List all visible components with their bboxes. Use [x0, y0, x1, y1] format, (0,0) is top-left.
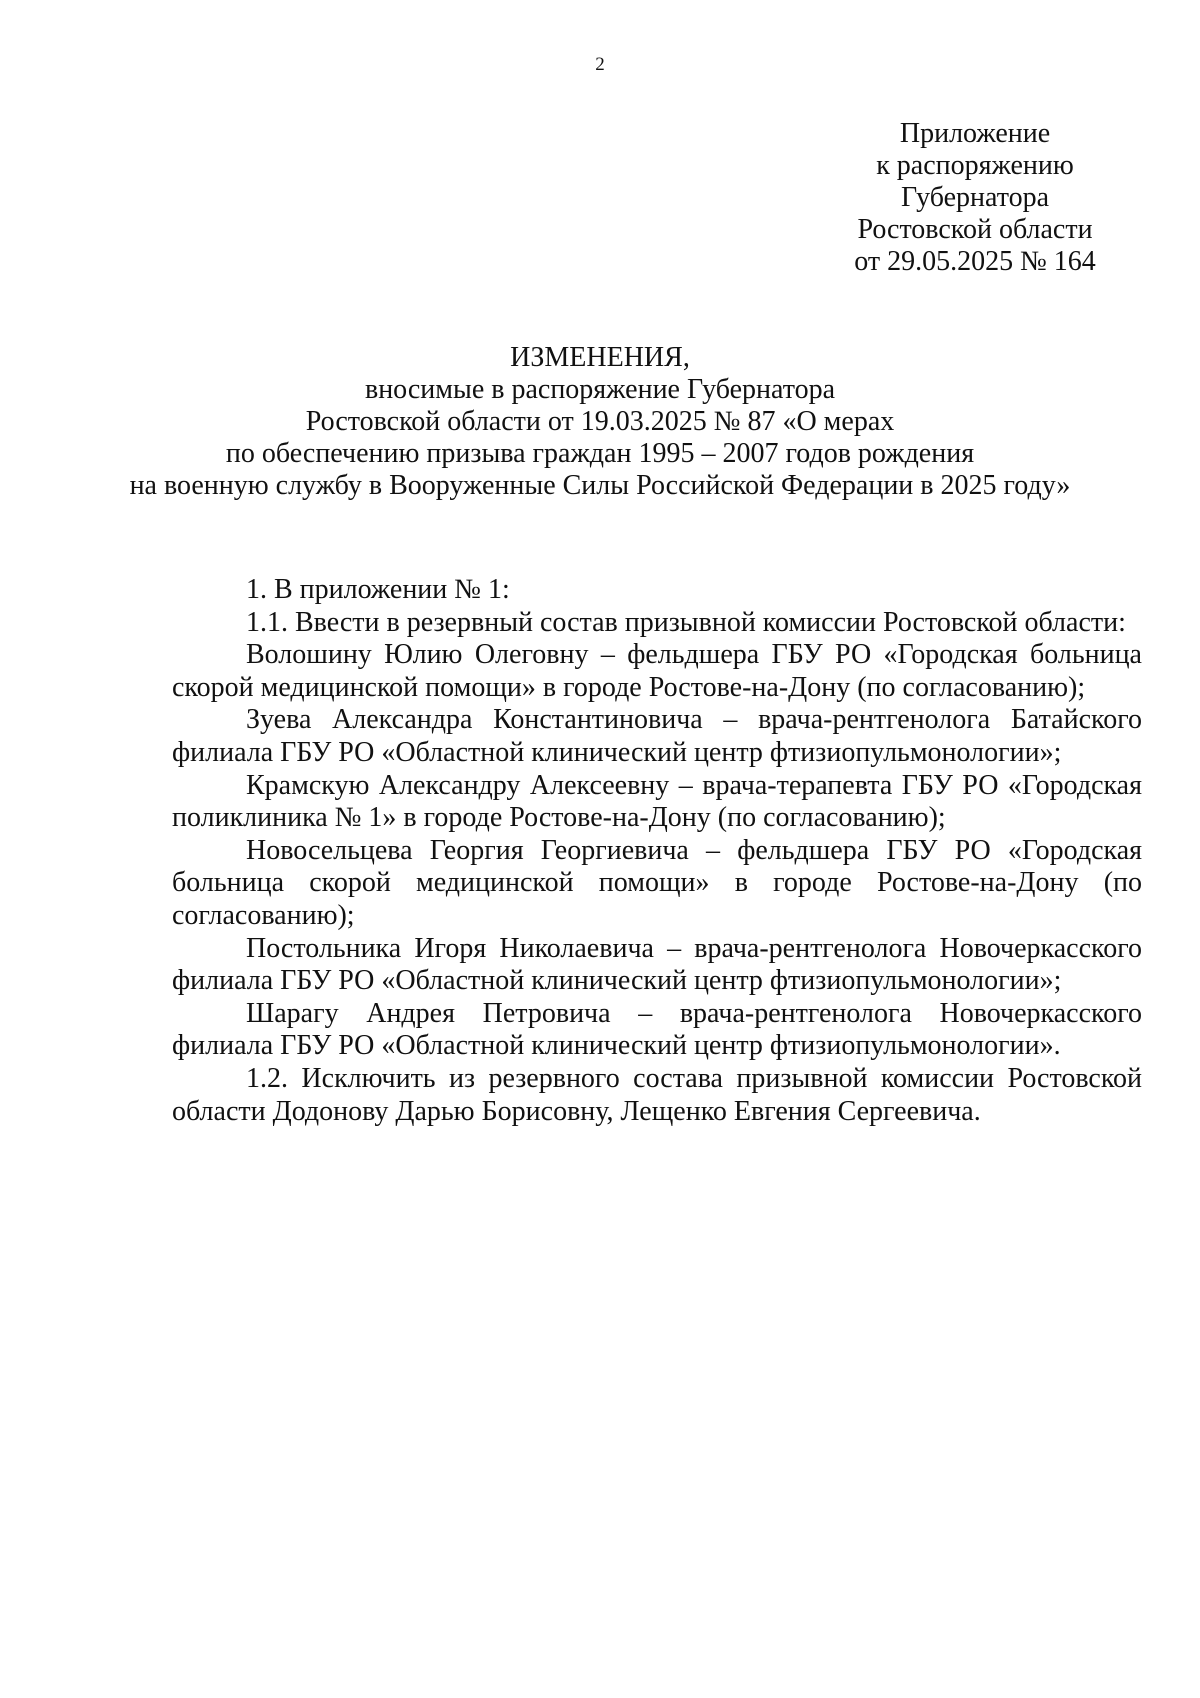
annex-line: от 29.05.2025 № 164	[854, 246, 1096, 277]
document-body	[172, 574, 1142, 1128]
annex-line: Ростовской области	[857, 214, 1093, 245]
body-paragraph: 1.1. Ввести в резервный состав призывной комиссии Ростовской области:	[246, 606, 1126, 638]
heading-line: Ростовской области от 19.03.2025 № 87 «О мерах	[305, 406, 895, 437]
body-paragraph: Зуева Александра Константиновича – врача-рентгенолога Батайского филиала ГБУ РО «Областной клинический центр фтизиопульмонологии»;	[172, 704, 1142, 768]
body-paragraph: 1.2. Исключить из резервного состава призывной комиссии Ростовской области Додонову Дарью Борисовну, Лещенко Евгения Сергеевича.	[172, 1062, 1142, 1127]
document-heading	[120, 342, 1080, 502]
body-paragraph: 1. В приложении № 1:	[246, 574, 510, 605]
annex-line: к распоряжению	[876, 150, 1074, 181]
body-paragraph: Крамскую Александру Алексеевну – врача-терапевта ГБУ РО «Городская поликлиника № 1» в городе Ростове-на-Дону (по согласованию);	[172, 769, 1142, 834]
page-number: 2	[595, 54, 605, 75]
body-paragraph: Новосельцева Георгия Георгиевича – фельдшера ГБУ РО «Городская больница скорой медицинской помощи» в городе Ростове-на-Дону (по согласованию);	[172, 834, 1142, 931]
annex-line: Приложение	[899, 118, 1051, 149]
document-title: ИЗМЕНЕНИЯ,	[510, 342, 690, 373]
body-paragraph: Шарагу Андрея Петровича – врача-рентгенолога Новочеркасского филиала ГБУ РО «Областной клинический центр фтизиопульмонологии».	[172, 997, 1142, 1062]
heading-line: на военную службу в Вооруженные Силы Российской Федерации в 2025 году»	[129, 470, 1071, 501]
heading-line: по обеспечению призыва граждан 1995 – 2007 годов рождения	[225, 438, 975, 469]
body-paragraph: Постольника Игоря Николаевича – врача-рентгенолога Новочеркасского филиала ГБУ РО «Областной клинический центр фтизиопульмонологии»;	[172, 932, 1142, 997]
heading-line: вносимые в распоряжение Губернатора	[364, 374, 836, 405]
annex-line: Губернатора	[900, 182, 1050, 213]
body-paragraph: Волошину Юлию Олеговну – фельдшера ГБУ РО «Городская больница скорой медицинской помощи» в городе Ростове-на-Дону (по согласованию);	[172, 639, 1142, 703]
annex-header	[820, 118, 1130, 278]
